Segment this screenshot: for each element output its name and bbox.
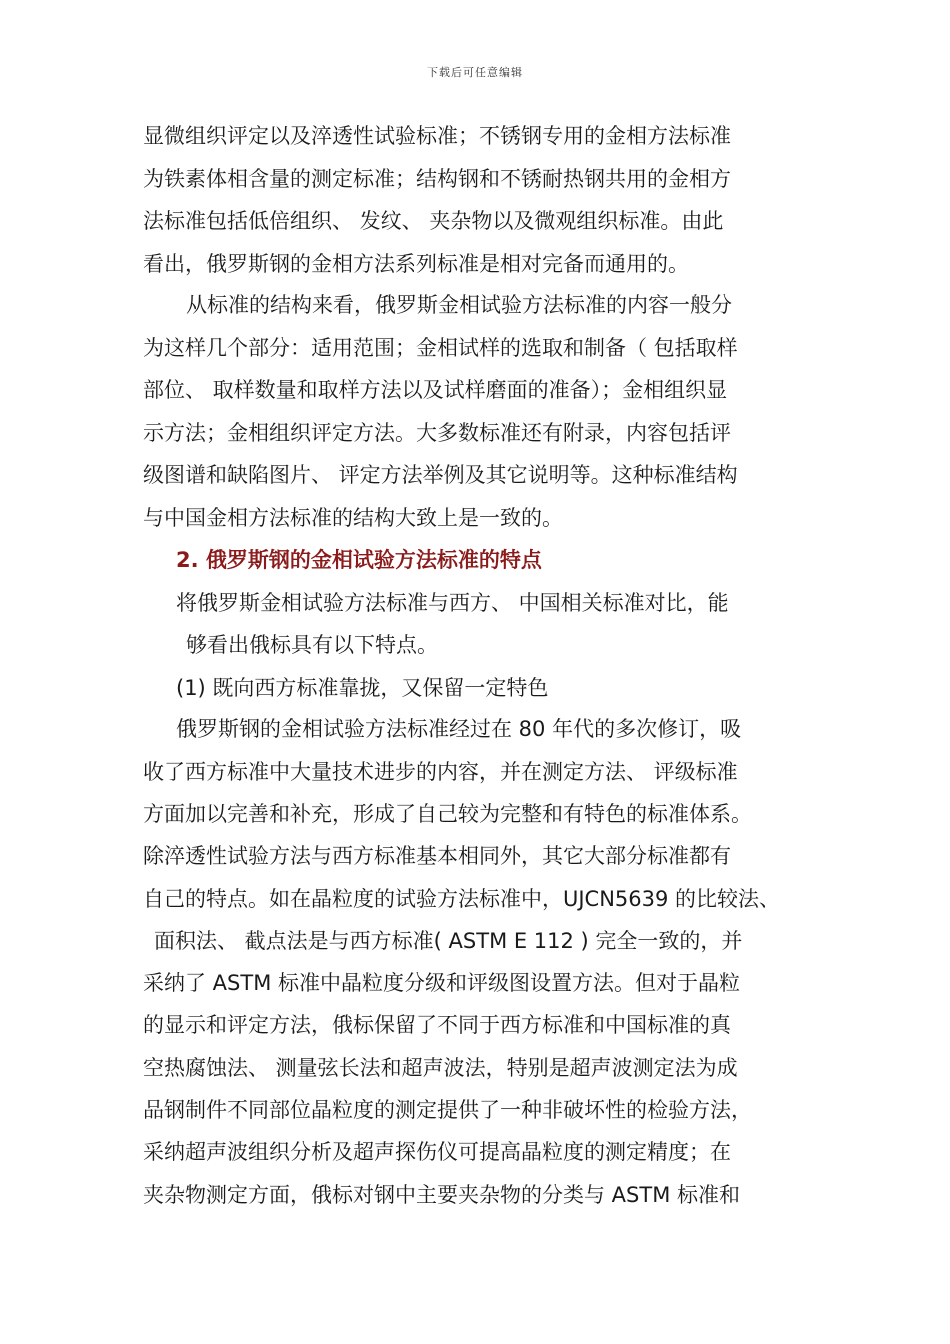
text-line-26: 夹杂物测定方面，俄标对钢中主要夹杂物的分类与 ASTM 标准和 <box>143 1183 740 1207</box>
page-header: 下载后可任意编辑 <box>427 66 523 79</box>
section-heading: 2. 俄罗斯钢的金相试验方法标准的特点 <box>176 548 542 572</box>
text-line-19: 自己的特点。如在晶粒度的试验方法标准中，UJCN5639 的比较法、 <box>143 887 781 911</box>
text-line-7: 部位、 取样数量和取样方法以及试样磨面的准备）；金相组织显 <box>143 378 728 402</box>
text-line-23: 空热腐蚀法、 测量弦长法和超声波法，特别是超声波测定法为成 <box>143 1056 738 1080</box>
text-line-22: 的显示和评定方法，俄标保留了不同于西方标准和中国标准的真 <box>143 1013 731 1037</box>
text-line-16: 收了西方标准中大量技术进步的内容，并在测定方法、 评级标准 <box>143 760 738 784</box>
text-line-8: 示方法；金相组织评定方法。大多数标准还有附录，内容包括评 <box>143 421 731 445</box>
text-line-9: 级图谱和缺陷图片、 评定方法举例及其它说明等。这种标准结构 <box>143 463 738 487</box>
text-line-17: 方面加以完善和补充，形成了自己较为完整和有特色的标准体系。 <box>143 802 752 826</box>
text-line-12: 将俄罗斯金相试验方法标准与西方、 中国相关标准对比，能 <box>176 591 729 615</box>
text-line-13: 够看出俄标具有以下特点。 <box>186 633 438 657</box>
text-line-21: 采纳了 ASTM 标准中晶粒度分级和评级图设置方法。但对于晶粒 <box>143 971 740 995</box>
text-line-3: 法标准包括低倍组织、 发纹、 夹杂物以及微观组织标准。由此 <box>143 209 724 233</box>
text-line-18: 除淬透性试验方法与西方标准基本相同外，其它大部分标准都有 <box>143 844 731 868</box>
text-line-20: 面积法、 截点法是与西方标准( ASTM E 112 ) 完全一致的，并 <box>154 929 743 953</box>
paragraph-start-line: 从标准的结构来看，俄罗斯金相试验方法标准的内容一般分 <box>186 293 732 317</box>
subsection-heading: (1) 既向西方标准靠拢，又保留一定特色 <box>176 676 549 700</box>
text-line-1: 显微组织评定以及淬透性试验标准；不锈钢专用的金相方法标准 <box>143 124 731 148</box>
text-line-10: 与中国金相方法标准的结构大致上是一致的。 <box>143 506 563 530</box>
text-line-4: 看出，俄罗斯钢的金相方法系列标准是相对完备而通用的。 <box>143 252 689 276</box>
text-line-15: 俄罗斯钢的金相试验方法标准经过在 80 年代的多次修订，吸 <box>176 717 742 741</box>
text-line-2: 为铁素体相含量的测定标准；结构钢和不锈耐热钢共用的金相方 <box>143 167 731 191</box>
text-line-24: 品钢制件不同部位晶粒度的测定提供了一种非破坏性的检验方法， <box>143 1098 752 1122</box>
text-line-6: 为这样几个部分：适用范围；金相试样的选取和制备（ 包括取样 <box>143 336 738 360</box>
text-line-25: 采纳超声波组织分析及超声探伤仪可提高晶粒度的测定精度；在 <box>143 1140 731 1164</box>
